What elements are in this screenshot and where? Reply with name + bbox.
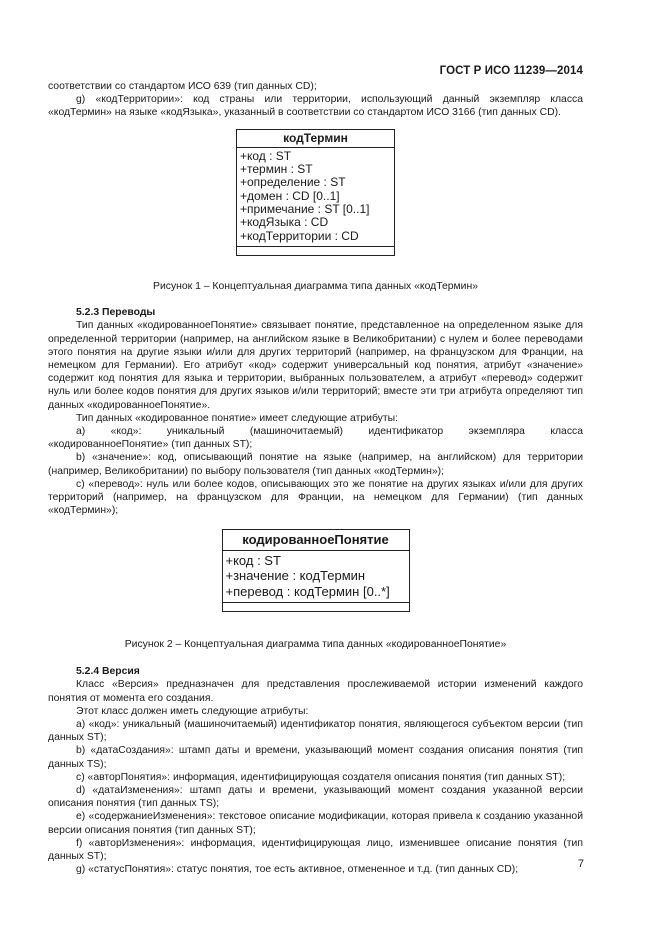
uml-attribute: +домен : CD [0..1] [240, 188, 340, 203]
section-heading-translations: 5.2.3 Переводы [76, 307, 156, 319]
list-item-g-territory: g) «кодТерритории»: код страны или территории, использующий данный экземпляр класса «кодТермин» на языке «кодЯзыка», указанный в соответствии со стандартом ИСО 3166 (тип данных CD). [48, 94, 583, 119]
list-item-a-code: a) «код»: уникальный (машиночитаемый) идентификатор экземпляра класса [76, 425, 583, 437]
list-item-a-code-continuation: «кодированноеПонятие» (тип данных ST); [48, 439, 253, 451]
uml-attribute: +код : ST [240, 148, 292, 163]
list-item-a-version-code: a) «код»: уникальный (машиночитаемый) идентификатор понятия, являющегося субъектом версии (тип данных ST); [48, 719, 583, 744]
page-content [48, 80, 583, 877]
paragraph-version-attributes-intro: Этот класс должен иметь следующие атрибуты: [76, 705, 309, 717]
figure-2-caption: Рисунок 2 – Концептуальная диаграмма типа данных «кодированноеПонятие» [124, 639, 507, 651]
paragraph-translations-description: Тип данных «кодированноеПонятие» связывает понятие, представленное на определенном языке для определенной территории (например, на английском языке в Великобритании) с нулем и более переводами этого понятия на другие языки и/или для других территорий (например, на французском для Франции, на немецком для Германии). Его атрибут «код» содержит универсальный код понятия, атрибут «значение» содержит код понятия для языка и территории, выбранных пользователем, а атрибут «перевод» содержит нуль или более кодов понятия для других языков и/или территорий; вместе эти три атрибута определяют тип данных «кодированноеПонятие». [48, 320, 583, 411]
section-heading-version: 5.2.4 Версия [76, 666, 140, 678]
uml-attribute: +код : ST [225, 552, 281, 568]
list-item-b-creation-date: b) «датаСоздания»: штамп даты и времени, указывающий момент создания описания понятия (тип данных TS); [48, 745, 583, 770]
paragraph-attributes-intro: Тип данных «кодированное понятие» имеет следующие атрибуты: [76, 412, 398, 424]
uml-attribute: +термин : ST [240, 162, 313, 177]
list-item-f-change-author: f) «авторИзменения»: информация, идентифицирующая лицо, изменившее описание понятия (тип данных ST); [48, 837, 583, 863]
uml-attribute: +кодЯзыка : CD [240, 215, 329, 230]
uml-attribute: +примечание : ST [0..1] [240, 202, 370, 216]
list-item-c-translation: c) «перевод»: нуль или более кодов, описывающих это же понятие на других языках и/или для других территорий (например, на французском для Франции, на немецком для Германии) (тип данных «кодТермин»); [48, 478, 583, 517]
document-header: ГОСТ Р ИСО 11239—2014 [439, 65, 583, 77]
paragraph-version-description: Класс «Версия» предназначен для представления прослеживаемой истории изменений каждого понятия от момента его создания. [48, 679, 583, 704]
uml-attribute: +перевод : кодТермин [0..*] [225, 583, 390, 599]
figure-1-caption: Рисунок 1 – Концептуальная диаграмма типа данных «кодТермин» [153, 280, 478, 292]
uml-attributes [223, 551, 409, 604]
uml-attribute: +кодТерритории : CD [240, 228, 359, 243]
uml-attributes [237, 148, 394, 247]
paragraph-continuation: соответствии со стандартом ИСО 639 (тип данных CD); [48, 81, 317, 92]
list-item-b-value: b) «значение»: код, описывающий понятие на языке (например, на английском) для территории (например, Великобритании) по выбору пользователя (тип данных «кодТермин»); [48, 452, 583, 477]
uml-operations-compartment [237, 247, 394, 255]
uml-class-code-term [236, 129, 395, 256]
page-number: 7 [577, 858, 584, 870]
list-item-d-change-date: d) «датаИзменения»: штамп даты и времени, указывающий момент создания указанной версии описания понятия (тип данных TS); [48, 785, 583, 810]
uml-attribute: +значение : кодТермин [225, 568, 366, 584]
list-item-c-concept-author: c) «авторПонятия»: информация, идентифицирующая создателя описания понятия (тип данных ST); [76, 771, 566, 783]
uml-class-title: кодТермин [237, 130, 394, 148]
uml-class-coded-concept [222, 529, 410, 612]
list-item-e-change-content: e) «содержаниеИзменения»: текстовое описание модификации, которая привела к созданию указанной версии описания понятия (тип данных ST); [48, 811, 583, 836]
list-item-g-concept-status: g) «статусПонятия»: статус понятия, тое есть активное, отмененное и т.д. (тип данных CD); [76, 864, 519, 876]
uml-class-title: кодированноеПонятие [223, 530, 409, 550]
uml-operations-compartment [223, 603, 409, 611]
uml-attribute: +определение : ST [240, 175, 346, 190]
